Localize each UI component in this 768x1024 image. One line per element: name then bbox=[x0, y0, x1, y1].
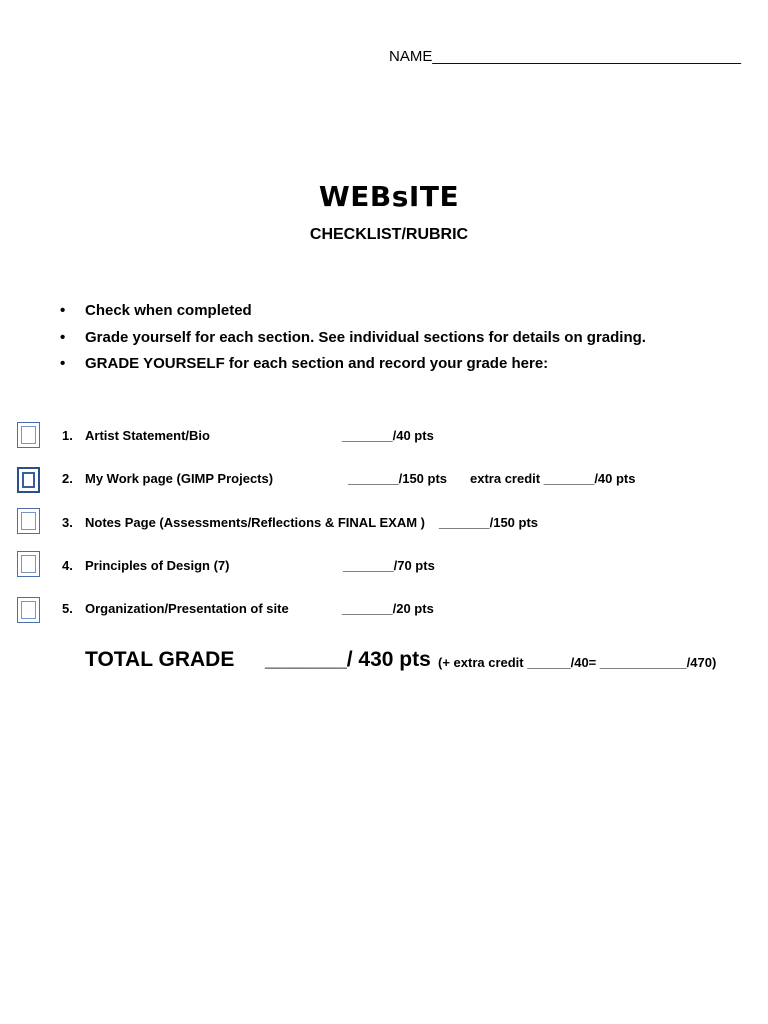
item-3-number: 3. bbox=[62, 515, 73, 530]
item-2-score[interactable]: _______/150 pts bbox=[348, 471, 448, 486]
item-5-checkbox[interactable] bbox=[17, 597, 40, 623]
page-subtitle: CHECKLIST/RUBRIC bbox=[309, 226, 469, 243]
item-4-label: Principles of Design (7) bbox=[85, 558, 230, 573]
item-1-score[interactable]: _______/40 pts bbox=[342, 428, 434, 443]
name-field[interactable]: NAME_____________________________________ bbox=[389, 48, 742, 65]
item-5-number: 5. bbox=[62, 601, 73, 616]
item-2-number: 2. bbox=[62, 471, 73, 486]
item-3-score[interactable]: _______/150 pts bbox=[439, 515, 539, 530]
item-5-score[interactable]: _______/20 pts bbox=[342, 601, 434, 616]
item-1-label: Artist Statement/Bio bbox=[85, 428, 210, 443]
item-3-checkbox[interactable] bbox=[17, 508, 40, 534]
page-title: WEBsITE bbox=[318, 180, 460, 213]
item-2-extra-credit[interactable]: extra credit _______/40 pts bbox=[470, 471, 636, 486]
item-4-number: 4. bbox=[62, 558, 73, 573]
item-1-checkbox[interactable] bbox=[17, 422, 40, 448]
total-grade-label: TOTAL GRADE bbox=[85, 648, 235, 671]
instruction-item: • Check when completed bbox=[60, 300, 646, 327]
total-extra-credit[interactable]: (+ extra credit ______/40= ____________/470) bbox=[438, 655, 717, 670]
item-3-label: Notes Page (Assessments/Reflections & FINAL EXAM ) bbox=[85, 515, 426, 530]
item-4-checkbox[interactable] bbox=[17, 551, 40, 577]
total-grade-score[interactable]: _______/ 430 pts bbox=[265, 648, 431, 671]
instruction-item: • GRADE YOURSELF for each section and record your grade here: bbox=[60, 353, 646, 380]
instruction-item: • Grade yourself for each section. See individual sections for details on grading. bbox=[60, 327, 646, 354]
item-1-number: 1. bbox=[62, 428, 73, 443]
item-5-label: Organization/Presentation of site bbox=[85, 601, 289, 616]
item-4-score[interactable]: _______/70 pts bbox=[343, 558, 435, 573]
instructions-list bbox=[60, 300, 646, 380]
item-2-label: My Work page (GIMP Projects) bbox=[85, 471, 274, 486]
item-2-checkbox[interactable] bbox=[17, 467, 40, 493]
